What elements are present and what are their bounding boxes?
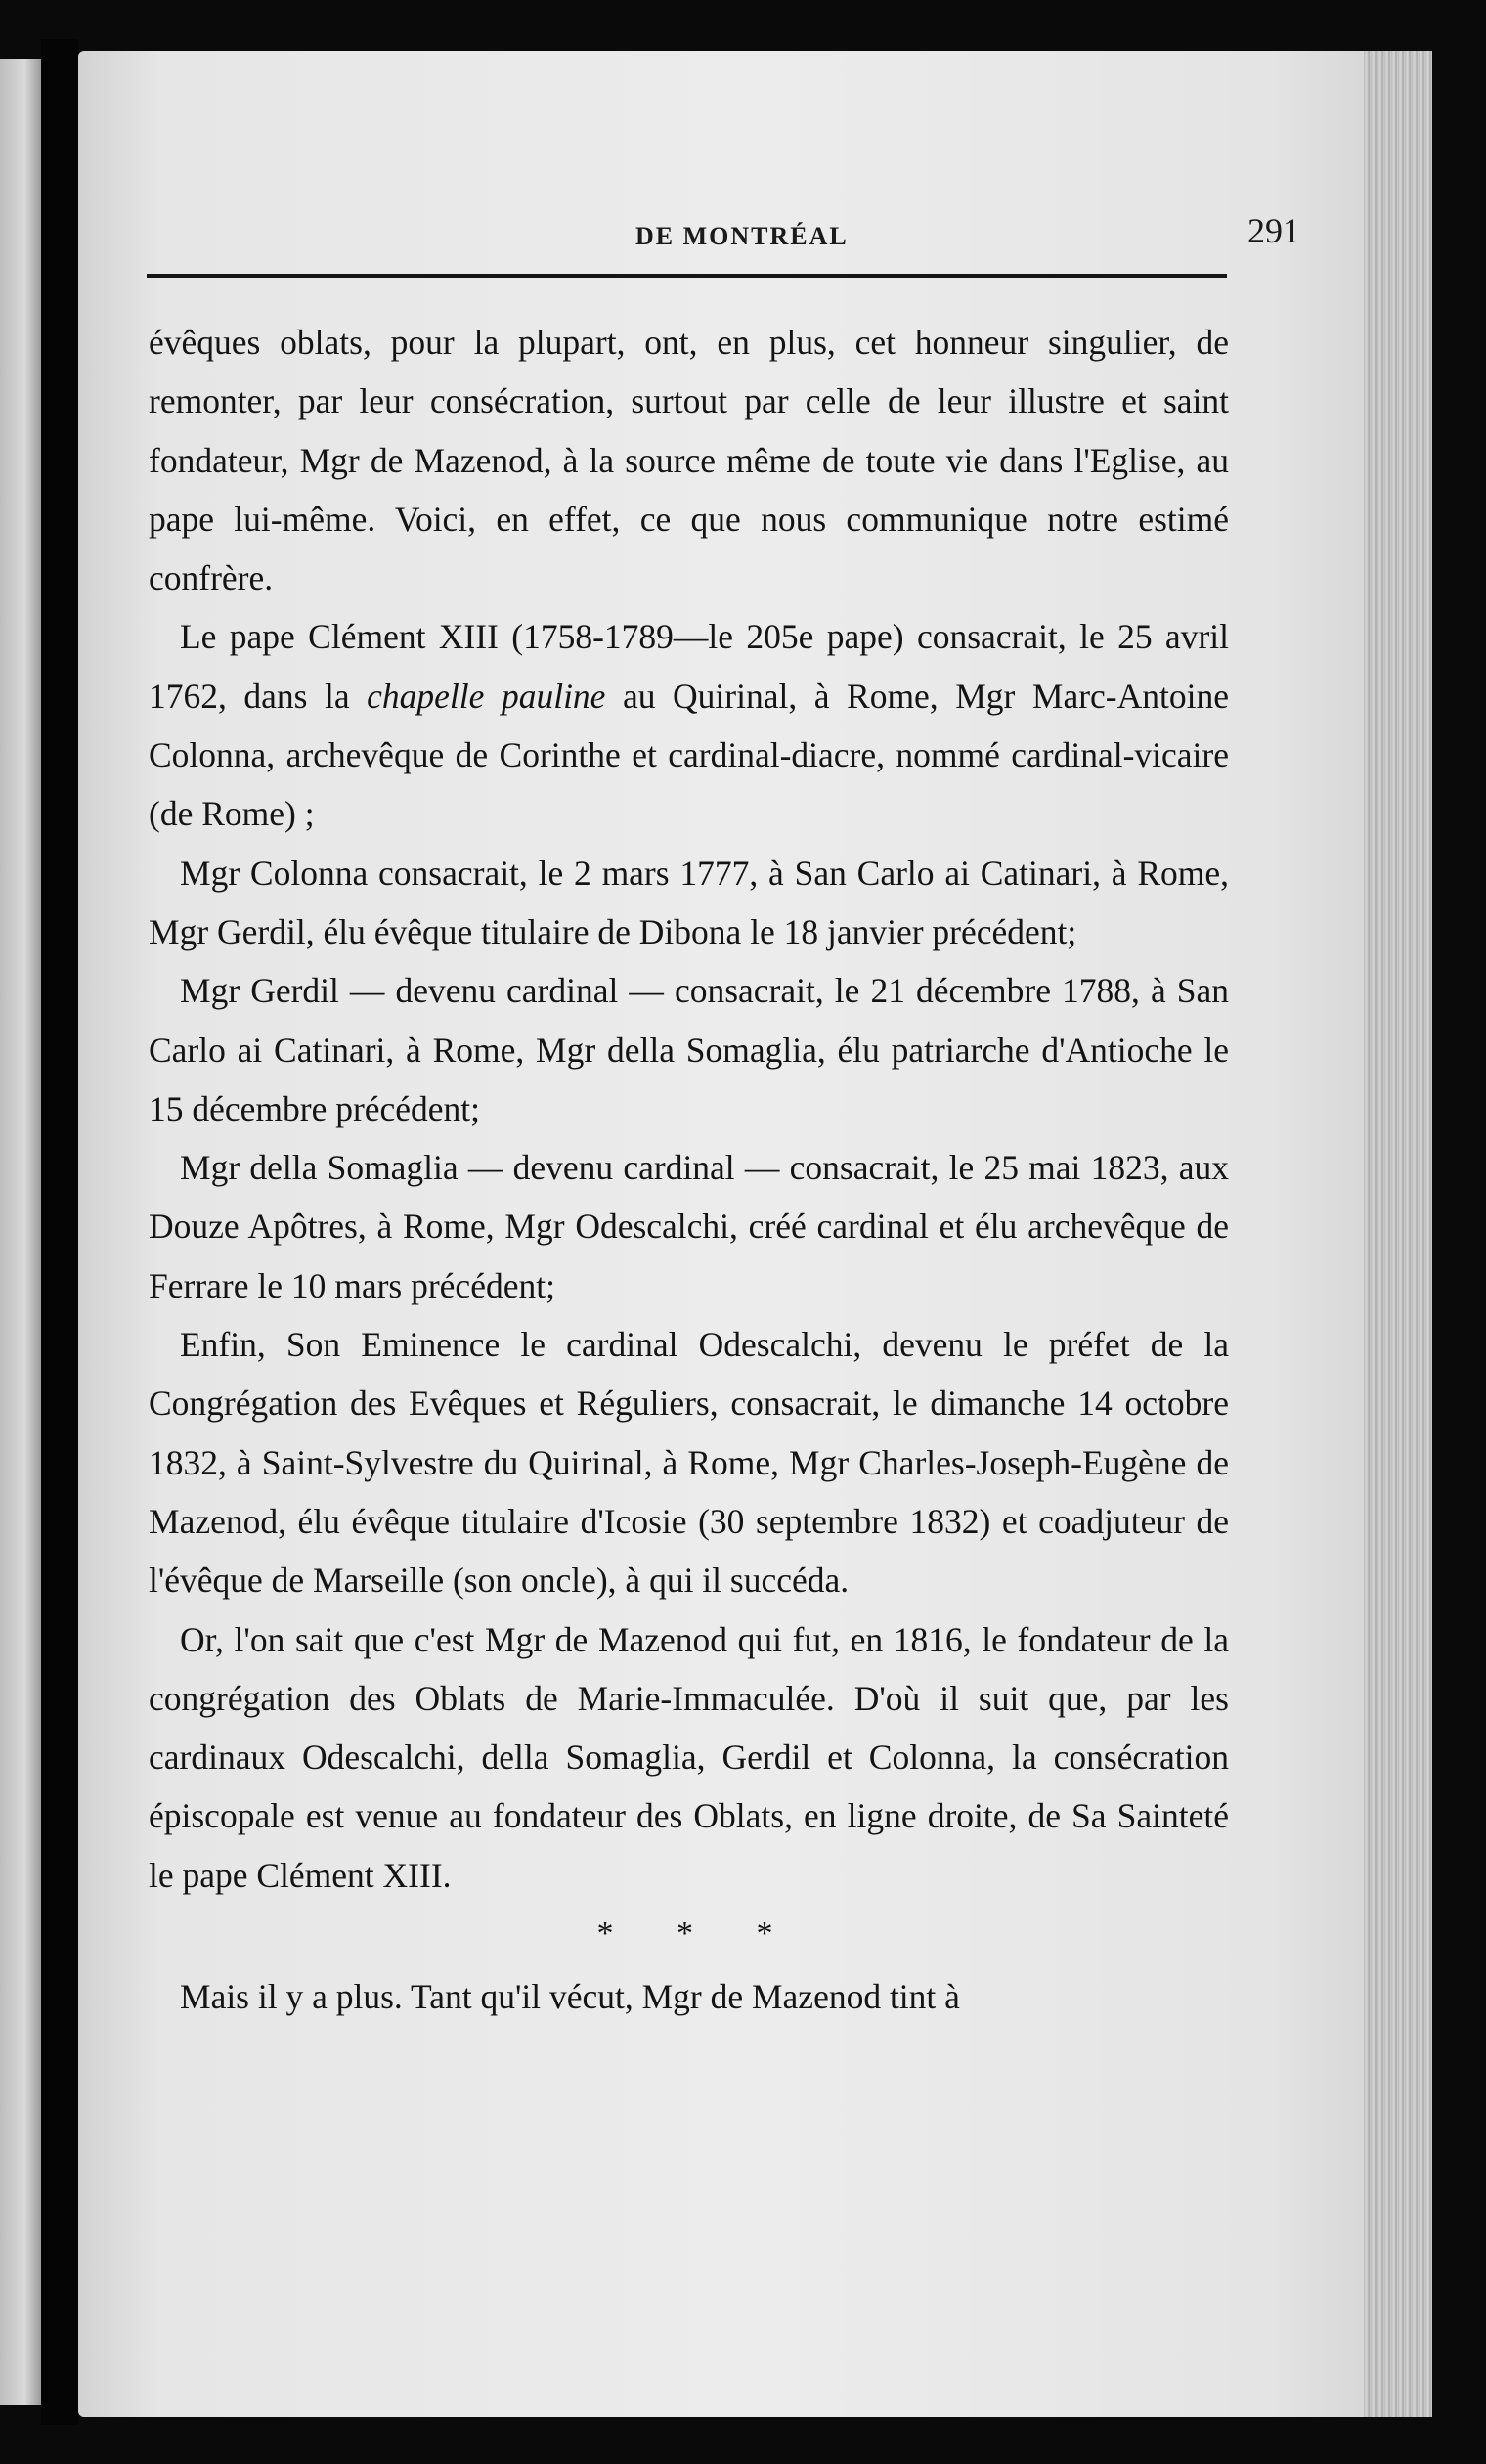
paragraph-4: Mgr Gerdil — devenu cardinal — consacrait, le 21 décembre 1788, à San Carlo ai Catinari, à Rome, Mgr della Somaglia, élu patriarche d'Antioche le 15 décembre précédent; [149, 971, 1229, 1128]
book-gutter [41, 39, 78, 2425]
body-text [149, 313, 1229, 2027]
section-separator: * * * [596, 1915, 801, 1953]
paragraph-5: Mgr della Somaglia — devenu cardinal — consacrait, le 25 mai 1823, aux Douze Apôtres, à Rome, Mgr Odescalchi, créé cardinal et élu archevêque de Ferrare le 10 mars précédent; [149, 1148, 1229, 1305]
page-number: 291 [1247, 211, 1300, 250]
paragraph-2-end: au Quirinal, à Rome, Mgr Marc-Antoine Colonna, archevêque de Corinthe et cardinal-diacre, nommé cardinal-vicaire (de Rome) ; [149, 676, 1229, 834]
paragraph-1: évêques oblats, pour la plupart, ont, en plus, cet honneur singulier, de remonter, par leur consécration, surtout par celle de leur illustre et saint fondateur, Mgr de Mazenod, à la source même de toute vie dans l'Eglise, au pape lui-même. Voici, en effet, ce que nous communique notre estimé confrère. [149, 323, 1229, 598]
page-edge-stack [1364, 51, 1432, 2417]
running-title: DE MONTRÉAL [635, 222, 849, 250]
paragraph-7: Or, l'on sait que c'est Mgr de Mazenod qui fut, en 1816, le fondateur de la congrégation des Oblats de Marie-Immaculée. D'où il suit que, par les cardinaux Odescalchi, della Somaglia, Gerdil et Colonna, la consécration épiscopale est venue au fondateur des Oblats, en ligne droite, de Sa Sainteté le pape Clément XIII. [149, 1619, 1229, 1895]
facing-page-edge [0, 59, 41, 2405]
paragraph-6: Enfin, Son Eminence le cardinal Odescalchi, devenu le préfet de la Congrégation des Evêques et Réguliers, consacrait, le dimanche 14 octobre 1832, à Saint-Sylvestre du Quirinal, à Rome, Mgr Charles-Joseph-Eugène de Mazenod, élu évêque titulaire d'Icosie (30 septembre 1832) et coadjuteur de l'évêque de Marseille (son oncle), à qui il succéda. [149, 1325, 1229, 1601]
paragraph-2 [149, 607, 1229, 843]
paragraph-2-italic: chapelle pauline [367, 676, 606, 716]
paragraph-3: Mgr Colonna consacrait, le 2 mars 1777, à San Carlo ai Catinari, à Rome, Mgr Gerdil, élu évêque titulaire de Dibona le 18 janvier précédent; [149, 853, 1229, 951]
header-rule [147, 274, 1227, 278]
page-header [147, 202, 1300, 261]
paragraph-2-start: Le pape Clément XIII (1758-1789—le 205e pape) consacrait, le 25 avril 1762, dans la [149, 617, 1229, 716]
paragraph-8: Mais il y a plus. Tant qu'il vécut, Mgr de Mazenod tint à [180, 1977, 960, 2017]
book-page [78, 51, 1432, 2417]
